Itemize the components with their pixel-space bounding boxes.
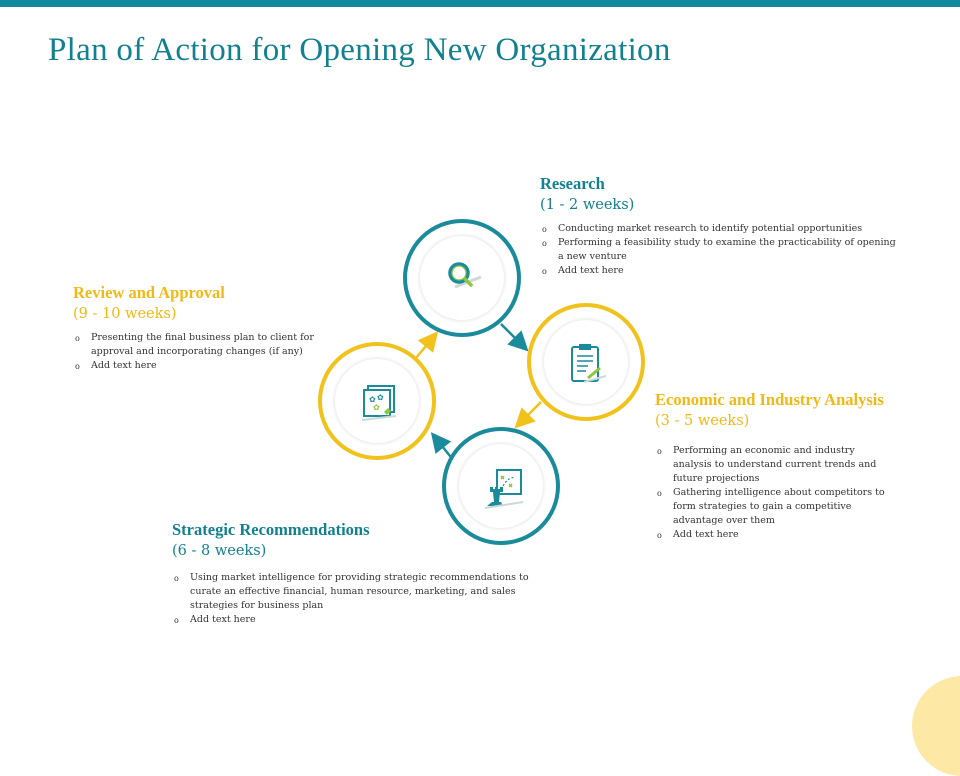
strategic-heading: Strategic Recommendations (172, 520, 370, 539)
research-bullet-3: o Add text here (540, 264, 900, 278)
review-approval-block (73, 283, 343, 373)
research-bullets (540, 222, 900, 278)
slide-title: Plan of Action for Opening New Organization (48, 32, 671, 68)
chess-strategy-icon (483, 466, 527, 510)
strategic-bullet-2: o Add text here (172, 613, 562, 627)
review-board-icon (358, 382, 400, 424)
economic-bullets (655, 444, 895, 542)
strategic-recommendations-block (172, 520, 562, 627)
review-heading: Review and Approval (73, 283, 225, 302)
svg-text:✿: ✿ (369, 395, 376, 404)
clipboard-icon (568, 342, 608, 386)
strategic-bullet-1: o Using market intelligence for providing strategic recommendations to curate an effective financial, human resource, marketing, and sales strategies for business plan (172, 571, 562, 613)
arrow-review-to-research (416, 335, 435, 358)
research-duration: (1 - 2 weeks) (540, 197, 635, 213)
strategic-duration: (6 - 8 weeks) (172, 543, 267, 559)
research-heading: Research (540, 174, 605, 193)
review-bullet-2: o Add text here (73, 359, 335, 373)
svg-text:✿: ✿ (377, 393, 384, 402)
research-circle (403, 219, 521, 337)
strategic-bullets (172, 571, 562, 627)
arrow-research-to-economic (501, 324, 525, 348)
economic-duration: (3 - 5 weeks) (655, 413, 750, 429)
review-bullet-1: o Presenting the final business plan to client for approval and incorporating changes (if any) (73, 331, 335, 359)
magnifier-icon (443, 257, 483, 297)
research-bullet-2: o Performing a feasibility study to examine the practicability of opening a new venture (540, 236, 900, 264)
research-bullet-1: o Conducting market research to identify potential opportunities (540, 222, 900, 236)
economic-bullet-2: o Gathering intelligence about competitors to form strategies to gain a competitive advantage over them (655, 486, 895, 528)
economic-bullet-1: o Performing an economic and industry analysis to understand current trends and future projections (655, 444, 895, 486)
review-duration: (9 - 10 weeks) (73, 306, 177, 322)
arrow-economic-to-strategic (518, 402, 541, 425)
svg-text:✿: ✿ (373, 403, 380, 412)
economic-heading: Economic and Industry Analysis (655, 390, 884, 409)
review-bullets (73, 331, 335, 373)
economic-analysis-block (655, 390, 925, 542)
economic-bullet-3: o Add text here (655, 528, 895, 542)
research-block (540, 174, 900, 278)
economic-analysis-circle (527, 303, 645, 421)
